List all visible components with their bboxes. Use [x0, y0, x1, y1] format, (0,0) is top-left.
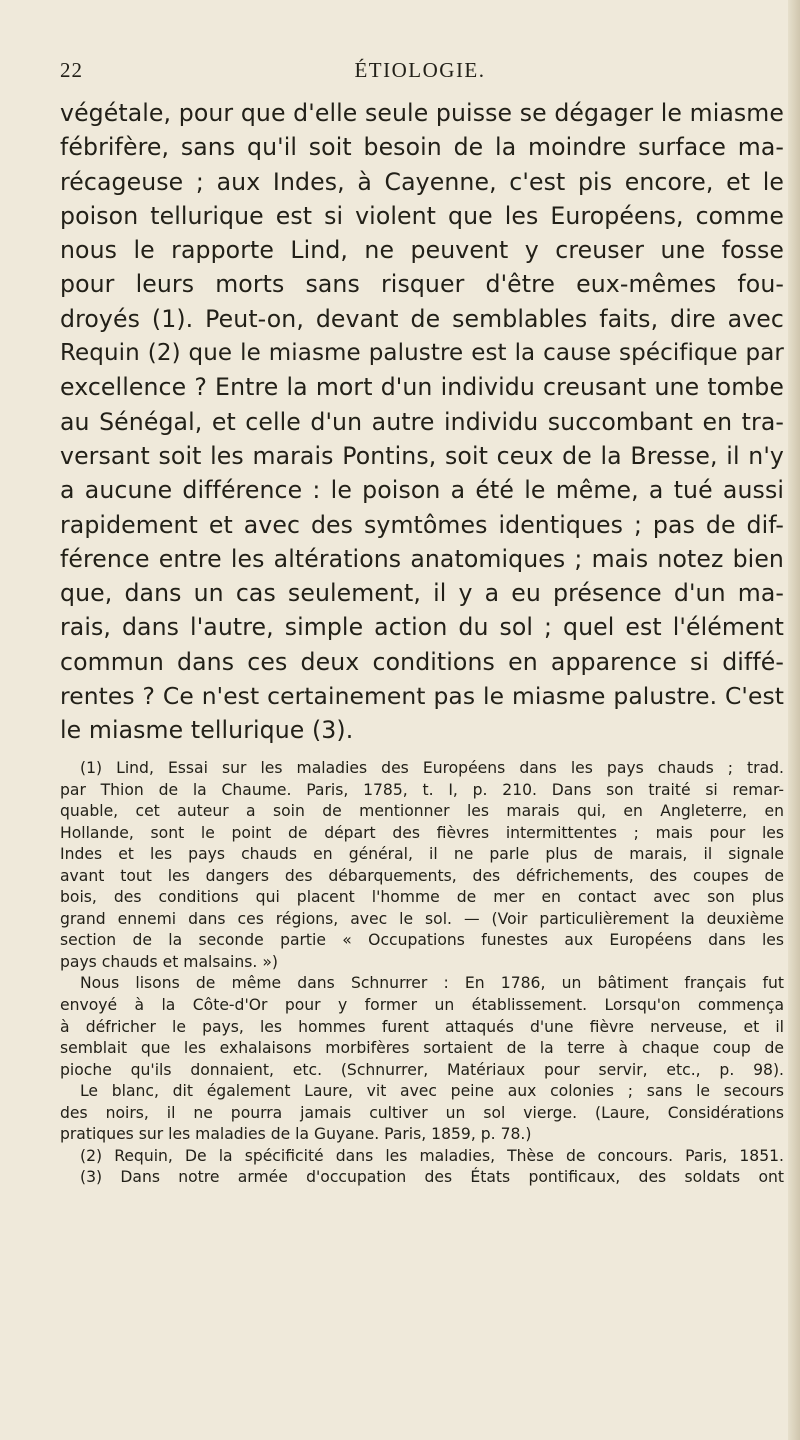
footnote-line: pays chauds et malsains. »)	[60, 952, 278, 971]
footnote-line: Nous lisons de même dans Schnurrer : En 1786, un bâtiment français fut	[80, 974, 784, 993]
body-line: rais, dans l'autre, simple action du sol ; quel est l'élément	[60, 613, 784, 642]
footnote-line: avant tout les dangers des débarquements, des défrichements, des coupes de	[60, 866, 784, 885]
footnote-line: grand ennemi dans ces régions, avec le sol. — (Voir particulièrement la deuxième	[60, 909, 784, 928]
body-line: commun dans ces deux conditions en apparence si diffé-	[60, 647, 784, 676]
footnote-line: pioche qu'ils donnaient, etc. (Schnurrer, Matériaux pour servir, etc., p. 98).	[60, 1060, 784, 1079]
footnote-line: Hollande, sont le point de départ des fièvres intermittentes ; mais pour les	[60, 823, 784, 842]
body-line: a aucune différence : le poison a été le même, a tué aussi	[60, 476, 784, 505]
body-line: récageuse ; aux Indes, à Cayenne, c'est pis encore, et le	[60, 167, 784, 196]
footnote-line: section de la seconde partie « Occupations funestes aux Européens dans les	[60, 931, 784, 950]
body-line: Requin (2) que le miasme palustre est la cause spécifique par	[60, 340, 784, 367]
body-line: nous le rapporte Lind, ne peuvent y creuser une fosse	[60, 236, 784, 265]
running-title: ÉTIOLOGIE.	[354, 58, 486, 82]
footnote-line: pratiques sur les maladies de la Guyane. Paris, 1859, p. 78.)	[60, 1125, 532, 1144]
footnote-line: (3) Dans notre armée d'occupation des États pontificaux, des soldats ont	[80, 1168, 784, 1187]
footnote-line: envoyé à la Côte-d'Or pour y former un établissement. Lorsqu'on commença	[60, 996, 784, 1015]
body-line: rentes ? Ce n'est certainement pas le miasme palustre. C'est	[60, 682, 784, 711]
footnote-line: (2) Requin, De la spécificité dans les maladies, Thèse de concours. Paris, 1851.	[80, 1146, 784, 1165]
footnote-line: semblait que les exhalaisons morbifères sortaient de la terre à chaque coup de	[60, 1039, 784, 1058]
body-line: pour leurs morts sans risquer d'être eux-mêmes fou-	[60, 270, 784, 299]
page-edge-shadow	[788, 0, 800, 1440]
body-line: férence entre les altérations anatomiques ; mais notez bien	[60, 544, 784, 573]
body-line: poison tellurique est si violent que les Européens, comme	[60, 201, 784, 230]
body-line: végétale, pour que d'elle seule puisse se dégager le miasme	[60, 99, 784, 127]
body-line: au Sénégal, et celle d'un autre individu succombant en tra-	[60, 407, 784, 436]
footnote-line: à défricher le pays, les hommes furent attaqués d'une fièvre nerveuse, et il	[60, 1017, 784, 1036]
body-line: le miasme tellurique (3).	[60, 716, 354, 745]
body-line: rapidement et avec des symtômes identiques ; pas de dif-	[60, 510, 784, 539]
footnote-line: bois, des conditions qui placent l'homme de mer en contact avec son plus	[60, 888, 784, 907]
page-header	[60, 58, 780, 88]
body-line: excellence ? Entre la mort d'un individu creusant une tombe	[60, 373, 784, 402]
page-number: 22	[60, 58, 83, 82]
footnote-line: Le blanc, dit également Laure, vit avec peine aux colonies ; sans le secours	[80, 1082, 784, 1101]
body-line: versant soit les marais Pontins, soit ceux de la Bresse, il n'y	[60, 441, 784, 470]
footnote-line: (1) Lind, Essai sur les maladies des Européens dans les pays chauds ; trad.	[80, 759, 784, 777]
body-line: droyés (1). Peut-on, devant de semblables faits, dire avec	[60, 304, 784, 333]
footnote-line: Indes et les pays chauds en général, il ne parle plus de marais, il signale	[60, 845, 784, 864]
footnote-line: des noirs, il ne pourra jamais cultiver un sol vierge. (Laure, Considérations	[60, 1103, 784, 1122]
footnote-line: par Thion de la Chaume. Paris, 1785, t. I, p. 210. Dans son traité si remar-	[60, 780, 784, 799]
body-line: fébrifère, sans qu'il soit besoin de la moindre surface ma-	[60, 133, 784, 162]
footnotes	[60, 758, 784, 1189]
footnote-line: quable, cet auteur a soin de mentionner les marais qui, en Angleterre, en	[60, 802, 784, 821]
body-line: que, dans un cas seulement, il y a eu présence d'un ma-	[60, 579, 784, 608]
body-paragraph	[60, 96, 784, 748]
